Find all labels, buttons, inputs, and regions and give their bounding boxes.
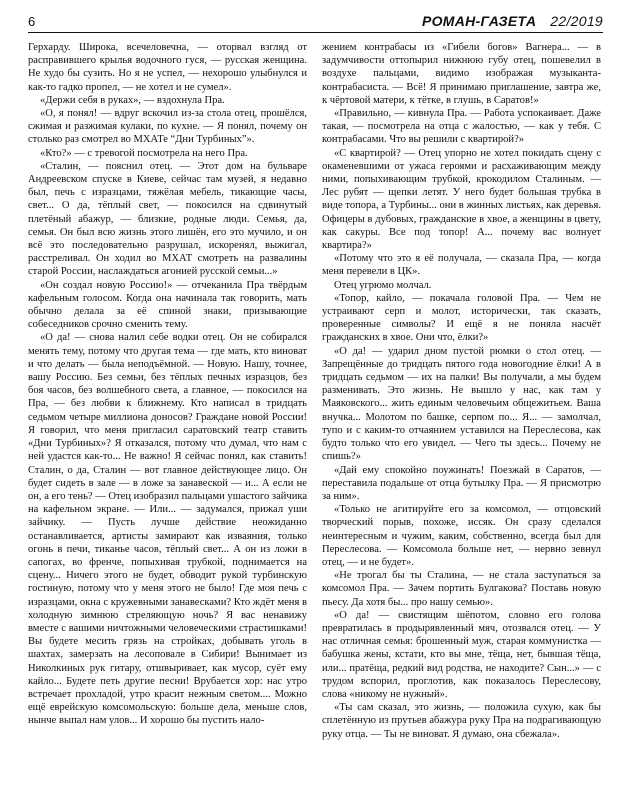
paragraph: «Сталин, — пояснил отец. — Этот дом на бульваре Андреевском спуске в Киеве, сейчас там музей, я недавно был, печь с изразцами, тяжёлая мебель, тикающие часы, свет... О да, тёплый свет, — покосился на сдвинутый плетёный абажур, — близкие, родные люди. Семья, да, семья. Он был всю жизнь этого лишён, его это мучило, и он всё это последовательно разрушал, искоренял, выжигал, расстреливал. Он ходил во МХАТ смотреть на развалины старой России, наслаждаться агонией русской семьи...»: [28, 160, 307, 278]
page-number: 6: [28, 14, 36, 29]
paragraph: «Кто?» — с тревогой посмотрела на него Пра.: [40, 147, 248, 159]
paragraph: «С квартирой? — Отец упорно не хотел покидать сцену с окаменевшими от ужаса героями и расхаживающим между ними, попыхивающим трубкой, крокодилом Сталиным. — Лес рубят — щепки летят. У него будет большая трубка в виде топора, а Турбины... они в жинных листьях, как деревья. Офицеры в дубовых, гражданские в хвое, а женщины в цвету, как сакуры. Все под топор! А... почему вас волнует квартира?»: [322, 147, 601, 252]
paragraph: «Потому что это я её получала, — сказала Пра, — когда меня перевели в ЦК».: [322, 253, 601, 278]
page-header: [28, 10, 603, 33]
paragraph: «Не трогал бы ты Сталина, — не стала заступаться за комсомол Пра. — Зачем портить Булгакова? Поставь новую пьесу. Да хотя бы... про нашу семью».: [322, 570, 601, 608]
paragraph: Герхарду. Широка, всечеловечна, — оторвал взгляд от расправившего крылья водочного гуся, — русская женщина. Не худо бы сузить. Но я не успел, — нехорошо улыбнулся и как-то гадко пропел, — не хотел и не сумел».: [28, 42, 307, 93]
paragraph: «Топор, кайло, — покачала головой Пра. — Чем не устраивают серп и молот, исторически, так сказать, проверенные символы? И ещё я не поняла насчёт гражданских в хвое. Они что, ёлки?»: [322, 292, 601, 344]
paragraph: Отец угрюмо молчал.: [334, 279, 432, 291]
publication-name: РОМАН-ГАЗЕТА: [421, 13, 537, 29]
paragraph: «Держи себя в руках», — вздохнула Пра.: [40, 94, 225, 106]
text-column-right: [322, 41, 601, 793]
paragraph: «О да! — ударил дном пустой рюмки о стол отец. — Запрещённые до тридцать пятого года новогодние ёлки! А в тридцать седьмом — их на палки! Вы получали, а мы будем разменивать. Это жизнь. Не вышло у нас, как там у Маяковского... жить единым человечьим общежитьем. Ваша внучка... Молотом по башке, серпом по... Я... — замолчал, тупо и с каким-то отчаянием уставился на Переслесова, как будто только что его увидел. — Чего ты здесь... Почему не спишь?»: [322, 345, 601, 463]
text-column-left: [28, 41, 307, 793]
paragraph: «О да! — снова налил себе водки отец. Он не собирался менять тему, потому что другая тема — где мать, кто виноват и что делать — была неподъёмной. — Новую. Нашу, точнее, вашу Россию. Без семьи, без тёплых печных изразцов, без боя часов, без волшебного света, а главное, — покосился на Пра, — без любви к ближнему. Кто написал в тридцать седьмом четыре миллиона доносов? Граждане новой России! Я говорил, что меня пригласил саратовский театр ставить «Дни Турбиных»? Я отказался, потому что думал, что нам с ней удастся как-то... Не важно! Я сейчас понял, как ставить! Сталин, о да, Сталин — вот главное действующее лицо. Он будет сидеть в зале — в ложе за занавеской — и... А если не он, а его тень? — Отец изобразил пальцами ушастого зайчика на кафельном экране. — Или... — задумался, прижал уши зайчику. — Пусть лучше действие неожиданно останавливается, артисты замирают как изваяния, только огонь в печи, тиканье часов, тёплый свет... А он из ложи в сапогах, во френче, попыхивая трубкой, поднимается на сцену... Ничего этого не будет, обводит рукой турбинскую гостиную, потому что у меня этого не было! Где моя печь с изразцами, окна с кружевными занавесками? Кто ждёт меня в холодную зимнюю стреляющую ночь? Я вас ненавижу вместе с вашими ничтожными человеческими страстишками! Вы будете месить грязь на стройках, добывать уголь в шахтах, замерзать на лесоповале в Сибири! Вынимает из Николкиных рук гитару, отшвыривает, как мусор, суёт ему кайло... Будете петь другие песни! Врубается хор: нас утро встречает прохладой, утро красит нежным светом.... Можно ещё еврейскую комсомольскую: больше дела, меньше слов, нынче выпал нам улов... И хорошо бы пустить нало-: [28, 332, 307, 727]
paragraph: жением контрабасы из «Гибели богов» Вагнера... — в задумчивости оттопырил нижнюю губу отец, пошевелил в воздухе пальцами, видимо изображая музыканта-контрабасиста. — Всё! Я принимаю приглашение, завтра же, к чёртовой матери, к тётке, в глушь, в Саратов!»: [322, 42, 601, 106]
paragraph: «Он создал новую Россию!» — отчеканила Пра твёрдым кафельным голосом. Когда она начинала так говорить, мать обычно делала за её спиной знаки, призывающие собеседников срочно сменить тему.: [28, 279, 307, 331]
issue-number: 22/2019: [550, 13, 603, 29]
running-title: [422, 13, 603, 29]
paragraph: «О да! — свистящим шёпотом, словно его голова превратилась в продырявленный мяч, отозвался отец. — У нас отличная семья: брошенный муж, старая коммунистка — бабушка жены, кстати, кто вы мне, тёща, нет, бывшая тёща, или... пратёща, редкий вид родства, не находите? Сын...» — с трудом вспорил, проглотив, как показалось Переслесову, слова «никому не нужный».: [322, 609, 601, 700]
paragraph: «О, я понял! — вдруг вскочил из-за стола отец, прошёлся, сжимая и разжимая кулаки, по кухне. — Я понял, почему он столько раз смотрел во МХАТе “Дни Турбиных”».: [28, 108, 307, 146]
paragraph: «Дай ему спокойно поужинать! Поезжай в Саратов, — переставила подальше от отца бутылку Пра. — Я присмотрю за ним».: [322, 464, 601, 502]
paragraph: «Ты сам сказал, это жизнь, — положила сухую, как бы сплетённую из прутьев абажура руку Пра на подрагивающую руку отца. — Ты не виноват. Я думаю, она сбежала».: [322, 702, 601, 740]
paragraph: «Правильно, — кивнула Пра. — Работа успокаивает. Даже такая, — посмотрела на отца с жалостью, — как у тебя. С контрабасами. Что вы решили с квартирой?»: [322, 108, 601, 146]
paragraph: «Только не агитируйте его за комсомол, — отцовский творческий порыв, похоже, иссяк. Он сразу сделался неинтересным и чужим, каким, собственно, всегда был для Переслесова. — Комсомола больше нет, — нервно зевнул отец, — и не будет».: [322, 504, 601, 568]
